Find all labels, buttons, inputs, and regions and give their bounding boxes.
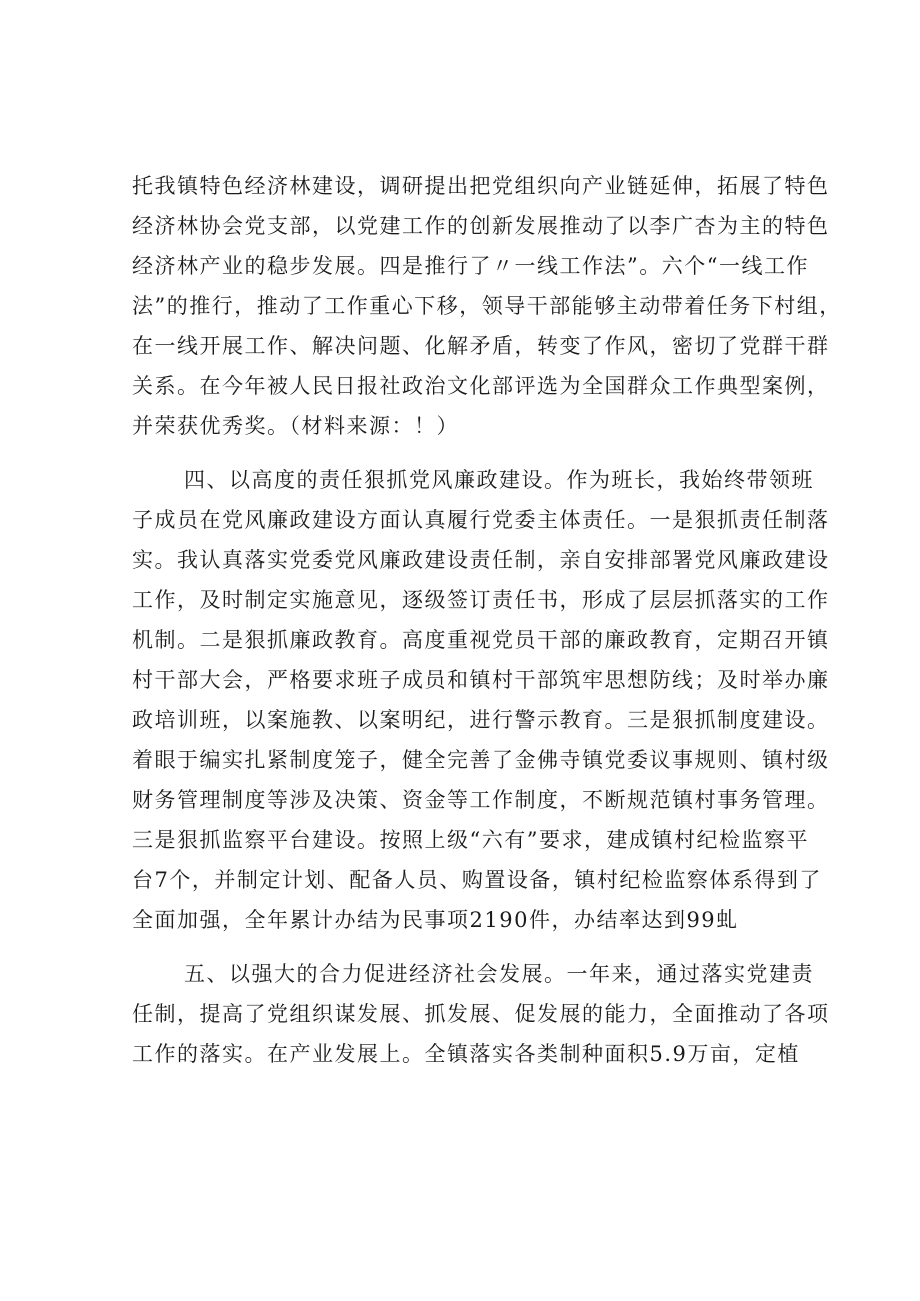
text-line: 经济林协会党支部，以党建工作的创新发展推动了以李广杏为主的特色 (132, 214, 830, 238)
text-line: 台7个，并制定计划、配备人员、购置设备，镇村纪检监察体系得到了 (132, 868, 822, 892)
text-line: 实。我认真落实党委党风廉政建设责任制，亲自安排部署党风廉政建设 (132, 548, 830, 572)
text-line: 全面加强，全年累计办结为民事项2190件，办结率达到99虬 (132, 908, 739, 932)
text-line: 村干部大会，严格要求班子成员和镇村干部筑牢思想防线；及时举办廉 (132, 668, 830, 692)
text-line: 五、以强大的合力促进经济社会发展。一年来，通过落实党建责 (184, 962, 814, 986)
text-line: 工作，及时制定实施意见，逐级签订责任书，形成了层层抓落实的工作 (132, 588, 830, 612)
text-line: 着眼于编实扎紧制度笼子，健全完善了金佛寺镇党委议事规则、镇村级 (132, 748, 830, 772)
text-line: 法”的推行，推动了工作重心下移，领导干部能够主动带着任务下村组， (132, 294, 842, 318)
text-line: 工作的落实。在产业发展上。全镇落实各类制种面积5.9万亩，定植 (132, 1042, 800, 1066)
paragraph-section-four (132, 460, 830, 940)
text-line: 机制。二是狠抓廉政教育。高度重视党员干部的廉政教育，定期召开镇 (132, 628, 830, 652)
paragraph-continuation (132, 166, 842, 446)
text-line: 政培训班，以案施教、以案明纪，进行警示教育。三是狠抓制度建设。 (132, 708, 830, 732)
text-line: 关系。在今年被人民日报社政治文化部评选为全国群众工作典型案例， (132, 374, 830, 398)
text-line: 任制，提高了党组织谋发展、抓发展、促发展的能力，全面推动了各项 (132, 1002, 830, 1026)
text-line: 托我镇特色经济林建设，调研提出把党组织向产业链延伸，拓展了特色 (132, 174, 830, 198)
text-line: 三是狠抓监察平台建设。按照上级“六有”要求，建成镇村纪检监察平 (132, 828, 809, 852)
text-line: 经济林产业的稳步发展。四是推行了〃一线工作法”。六个“一线工作 (132, 254, 809, 278)
paragraph-section-five (132, 954, 830, 1074)
text-line: 财务管理制度等涉及决策、资金等工作制度，不断规范镇村事务管理。 (132, 788, 830, 812)
text-line: 并荣获优秀奖。（材料来源：！） (132, 414, 459, 438)
text-line: 四、以高度的责任狠抓党风廉政建设。作为班长，我始终带领班 (184, 468, 814, 492)
document-body (132, 166, 842, 1074)
text-line: 在一线开展工作、解决问题、化解矛盾，转变了作风，密切了党群干群 (132, 334, 830, 358)
text-line: 子成员在党风廉政建设方面认真履行党委主体责任。一是狠抓责任制落 (132, 508, 830, 532)
